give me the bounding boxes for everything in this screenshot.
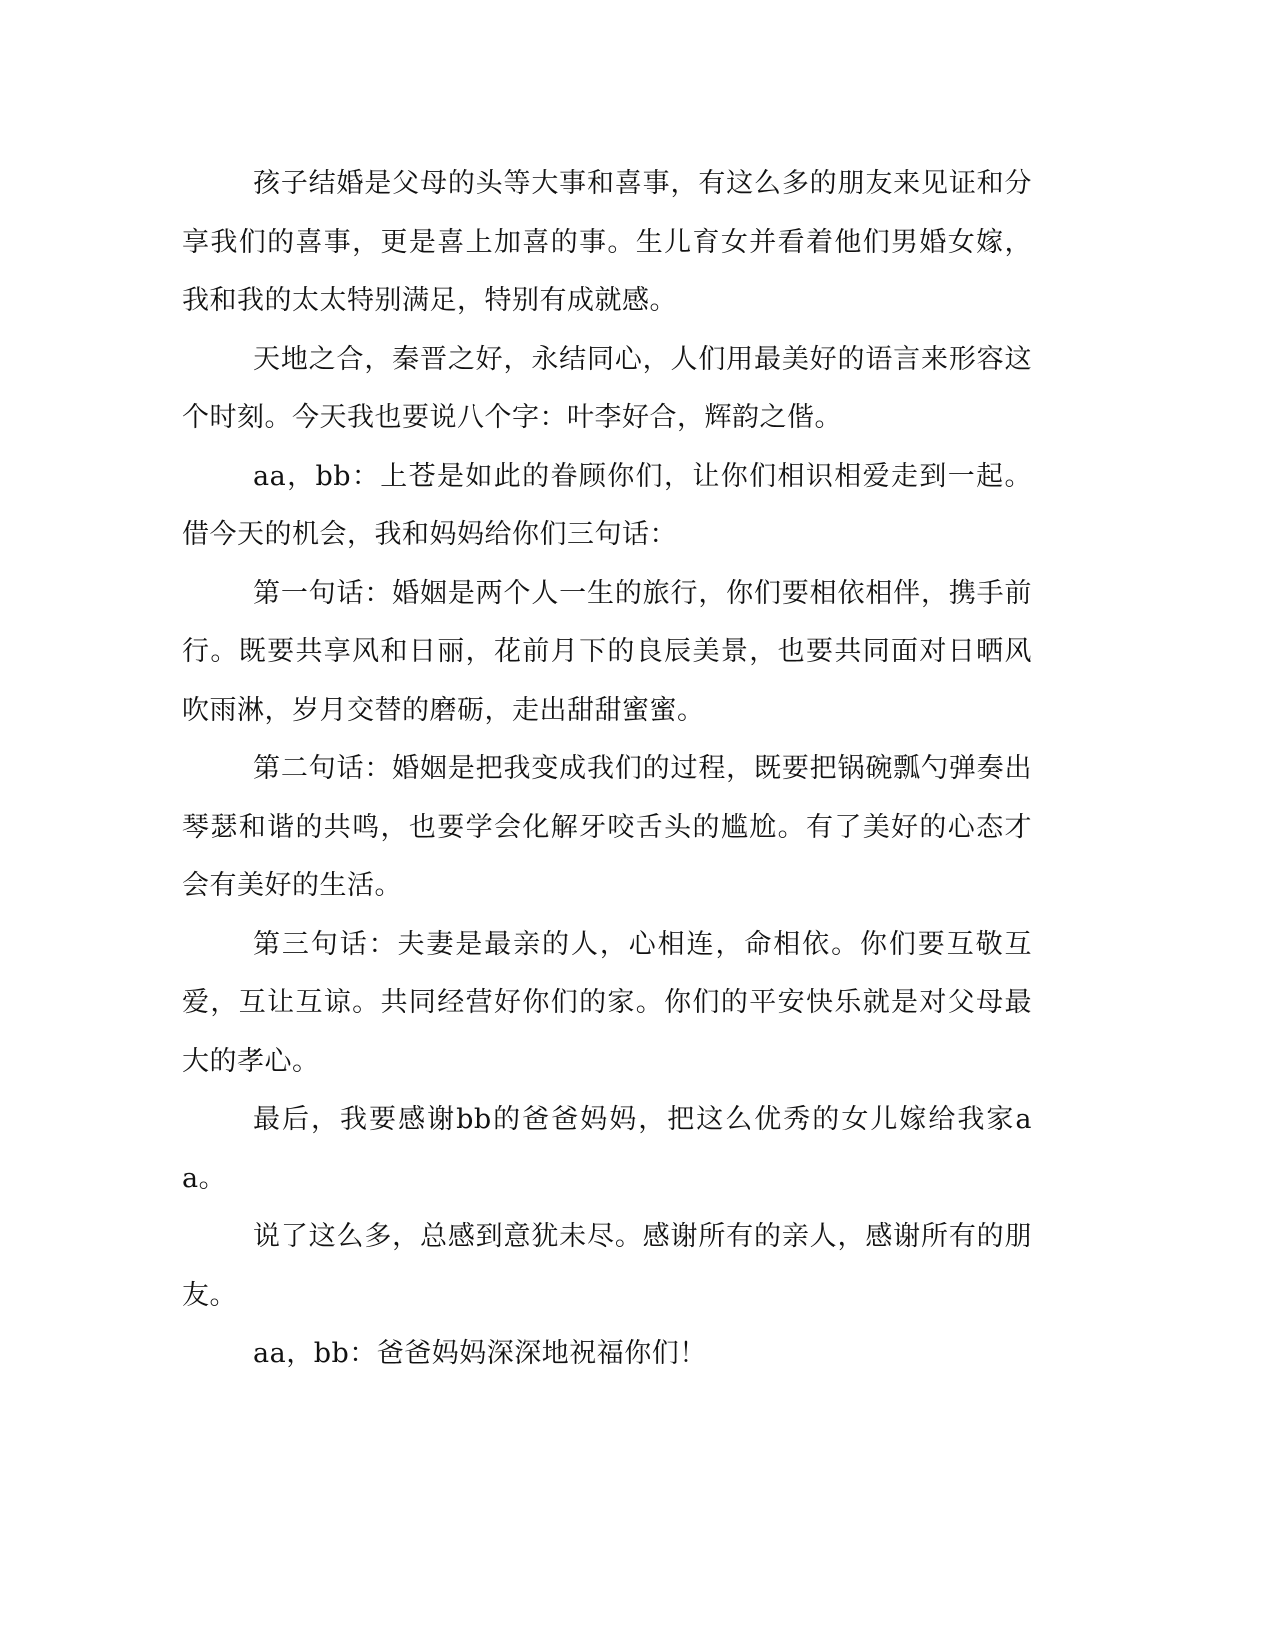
paragraph-5: 第二句话：婚姻是把我变成我们的过程，既要把锅碗瓢勺弹奏出琴瑟和谐的共鸣，也要学会化解牙咬舌头的尴尬。有了美好的心态才会有美好的生活。: [182, 753, 1032, 901]
paragraph-1: 孩子结婚是父母的头等大事和喜事，有这么多的朋友来见证和分享我们的喜事，更是喜上加喜的事。生儿育女并看着他们男婚女嫁，我和我的太太特别满足，特别有成就感。: [182, 168, 1032, 316]
paragraph-3: aa，bb：上苍是如此的眷顾你们，让你们相识相爱走到一起。借今天的机会，我和妈妈给你们三句话：: [182, 460, 1032, 550]
paragraph-7: 最后，我要感谢bb的爸爸妈妈，把这么优秀的女儿嫁给我家aa。: [182, 1104, 1032, 1194]
paragraph-9: aa，bb：爸爸妈妈深深地祝福你们！: [253, 1338, 707, 1369]
document-body: [182, 155, 1032, 1384]
paragraph-4: 第一句话：婚姻是两个人一生的旅行，你们要相依相伴，携手前行。既要共享风和日丽，花前月下的良辰美景，也要共同面对日晒风吹雨淋，岁月交替的磨砺，走出甜甜蜜蜜。: [182, 577, 1032, 726]
paragraph-8: 说了这么多，总感到意犹未尽。感谢所有的亲人，感谢所有的朋友。: [182, 1221, 1032, 1311]
paragraph-2: 天地之合，秦晋之好，永结同心，人们用最美好的语言来形容这个时刻。今天我也要说八个字：叶李好合，辉韵之偕。: [182, 343, 1032, 433]
paragraph-6: 第三句话：夫妻是最亲的人，心相连，命相依。你们要互敬互爱，互让互谅。共同经营好你们的家。你们的平安快乐就是对父母最大的孝心。: [182, 928, 1032, 1077]
